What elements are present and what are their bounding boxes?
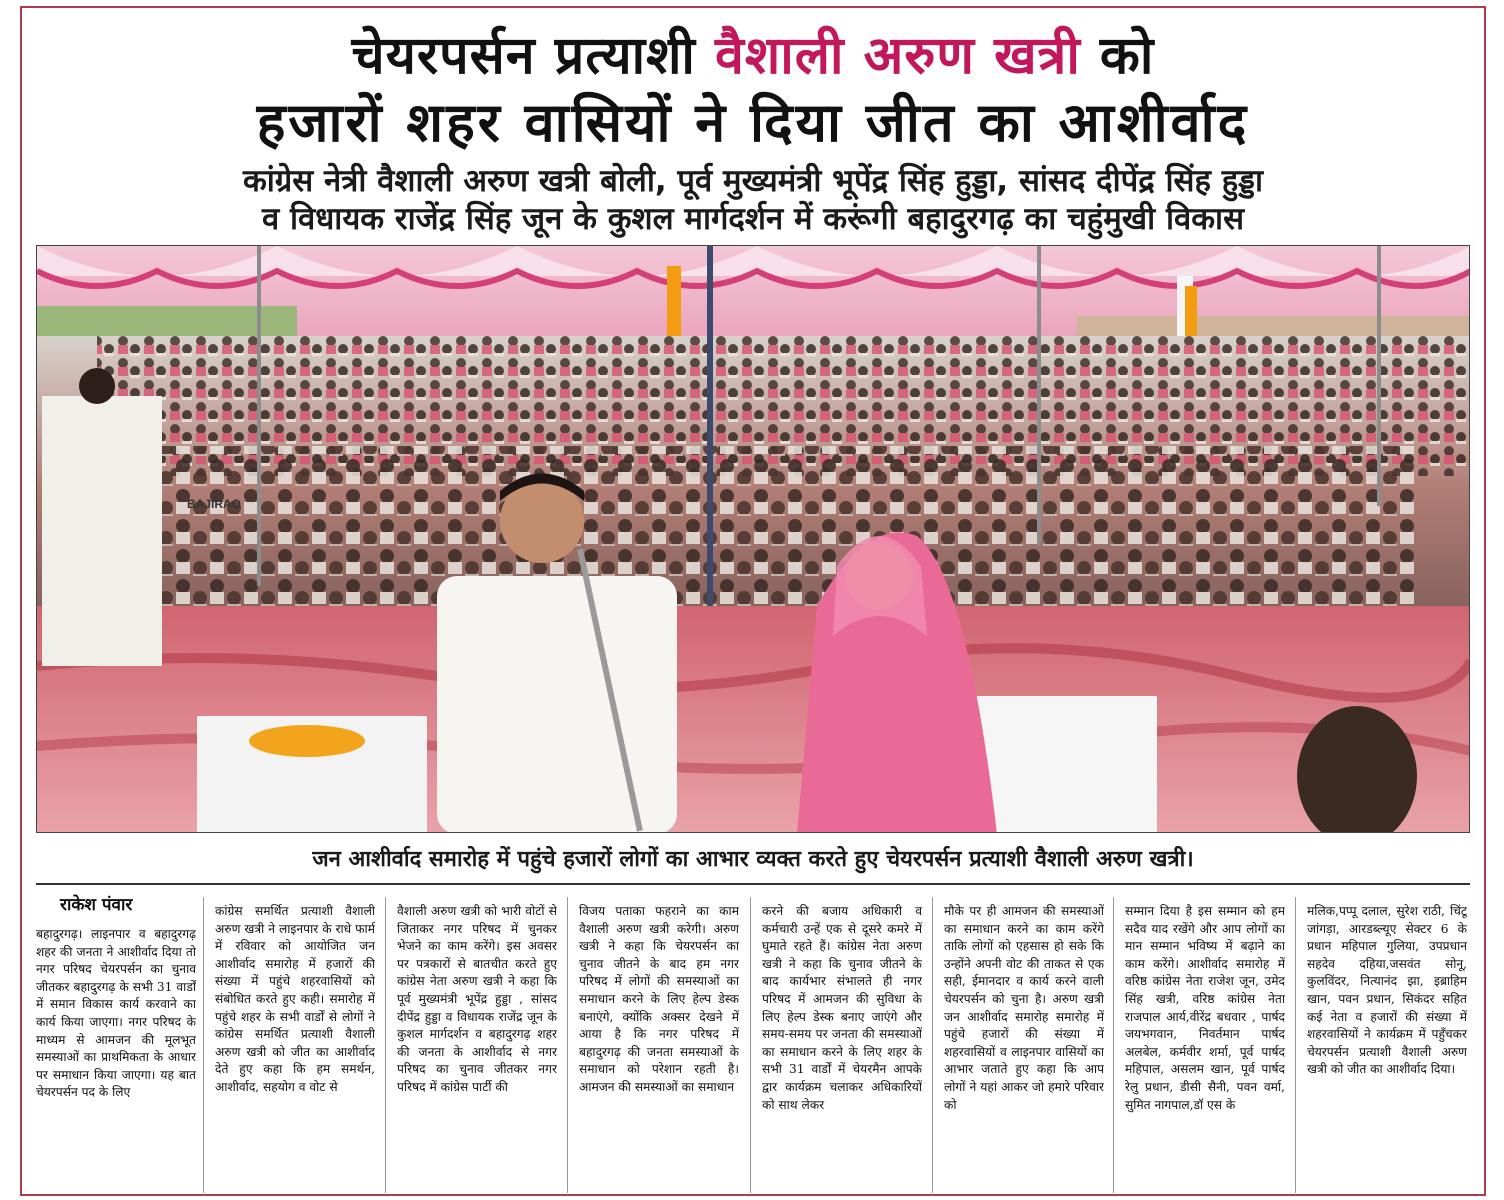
- column-divider: [750, 897, 751, 1193]
- column-divider: [1295, 897, 1296, 1193]
- article-column-8: मलिक,पप्पू दलाल, सुरेश राठी, चिंटू जांगड़ा, आरडब्ल्यूए सेक्टर 6 के प्रधान महिपाल गुलिया, उपप्रधान सहदेव दहिया,जसवंत सोनू, कुलविंदर, नित्यानंद झा, इब्राहिम खान, पवन प्रधान, सिकंदर सहित कई नेता व हजारों की संख्या में शहरवासियों ने कार्यक्रम में पहुँचकर चेयरपर्सन प्रत्याशी वैशाली अरुण खत्री को जीत का आशीर्वाद दिया।: [1307, 904, 1467, 1077]
- article-column-6: मौके पर ही आमजन की समस्याओं का समाधान करने का काम करेंगे ताकि लोगों को एहसास हो सके कि उन्होंने अपनी वोट की ताकत से एक सही, ईमानदार व कार्य करने वाली चेयरपर्सन को चुना है। अरुण खत्री जन आशीर्वाद समारोह समारोह में पहुंचे हजारों की संख्या में शहरवासियों व लाइनपार वासियों का आभार जताते हुए कहा कि आप लोगों ने यहां आकर जो हमारे परिवार को: [944, 904, 1104, 1112]
- article-column-1: बहादुरगढ़। लाइनपार व बहादुरगढ़ शहर की जनता ने आशीर्वाद दिया तो नगर परिषद चेयरपर्सन का चुनाव जीतकर बहादुरगढ़ के सभी 31 वार्डों में समान विकास कार्य करवाने का कार्य किया जाएगा। नगर परिषद के माध्यम से आमजन की मूलभूत समस्याओं का प्राथमिकता के आधार पर समाधान किया जाएगा। यह बात चेयरपर्सन पद के लिए: [36, 927, 196, 1100]
- column-divider: [567, 897, 568, 1193]
- headline-text-pre: चेयरपर्सन प्रत्याशी: [351, 26, 715, 86]
- headline-text-post: को: [1080, 26, 1155, 86]
- article-column-4: विजय पताका फहराने का काम वैशाली अरुण खत्री करेगी। अरुण खत्री ने कहा कि चेयरपर्सन का चुनाव जीतने के बाद हम नगर परिषद में लोगों की समस्याओं का समाधान करने के लिए हेल्प डेस्क बनाएंगे, क्योंकि अक्सर देखने में आया है कि नगर परिषद में बहादुरगढ़ की जनता समस्याओं के समाधान को परेशान रहती है। आमजन की समस्याओं का समाधान: [579, 904, 739, 1094]
- article-column-7: सम्मान दिया है इस सम्मान को हम सदैव याद रखेंगे और आप लोगों का मान सम्मान भविष्य में बढ़ाने का काम करेंगे। आशीर्वाद समारोह में वरिष्ठ कांग्रेस नेता राजेश जून, उमेद सिंह खत्री, वरिष्ठ कांग्रेस नेता राजपाल आर्य,वीरेंद्र बधवार , पार्षद जयभगवान, निवर्तमान पार्षद अलबेल, कर्मवीर शर्मा, पूर्व पार्षद महिपाल, असलम खान, पूर्व पार्षद रेलु प्रधान, डीसी सैनी, पवन वर्मा, सुमित नागपाल,डॉ एस के: [1125, 904, 1285, 1112]
- subheadline-line-1: कांग्रेस नेत्री वैशाली अरुण खत्री बोली, पूर्व मुख्यमंत्री भूपेंद्र सिंह हुड्डा, सांसद दीपेंद्र सिंह हुड्डा: [242, 163, 1264, 199]
- column-divider: [932, 897, 933, 1193]
- article-column-5: करने की बजाय अधिकारी व कर्मचारी उन्हें एक से दूसरे कमरे में घुमाते रहते हैं। कांग्रेस नेता अरुण खत्री ने कहा कि चुनाव जीतने के बाद कार्यभार संभालते ही नगर परिषद में आमजन की सुविधा के लिए हेल्प डेस्क बनाए जाएंगे और समय-समय पर जनता की समस्याओं का समाधान करने के लिए शहर के सभी 31 वार्डों में चेयरमैन आपके द्वार कार्यक्रम चलाकर अधिकारियों को साथ लेकर: [762, 904, 922, 1112]
- caption-rule: [36, 883, 1470, 885]
- subheadline-line-2: व विधायक राजेंद्र सिंह जून के कुशल मार्गदर्शन में करूंगी बहादुरगढ़ का चहुंमुखी विकास: [261, 201, 1245, 237]
- byline: राकेश पंवार: [60, 895, 133, 915]
- crowd-shirt-text: BAJIRAO: [187, 497, 242, 511]
- headline-candidate-name: वैशाली अरुण खत्री: [715, 26, 1081, 86]
- column-divider: [203, 897, 204, 1193]
- column-divider: [385, 897, 386, 1193]
- article-column-2: कांग्रेस समर्थित प्रत्याशी वैशाली अरुण खत्री ने लाइनपार के राधे फार्म में रविवार को आयोजित जन आशीर्वाद समारोह में हजारों की संख्या में पहुंचे शहरवासियों को संबोधित करते हुए कही। समारोह में पहुंचे शहर के सभी वार्डों से लोगों ने कांग्रेस समर्थित प्रत्याशी वैशाली अरुण खत्री को जीत का आशीर्वाद देते हुए कहा कि हम समर्थन, आशीर्वाद, सहयोग व वोट से: [215, 904, 375, 1094]
- headline-line-1: [30, 26, 1476, 86]
- article-column-3: वैशाली अरुण खत्री को भारी वोटों से जिताकर नगर परिषद में चुनकर भेजने का काम करेंगे। इस अवसर पर पत्रकारों से बातचीत करते हुए कांग्रेस नेता अरुण खत्री ने कहा कि पूर्व मुख्यमंत्री भूपेंद्र हुड्डा , सांसद दीपेंद्र हुड्डा व विधायक राजेंद्र जून के कुशल मार्गदर्शन व बहादुरगढ़ शहर की जनता के आशीर्वाद से नगर परिषद का चुनाव जीतकर नगर परिषद में कांग्रेस पार्टी की: [397, 904, 557, 1094]
- headline-line-2: हजारों शहर वासियों ने दिया जीत का आशीर्वाद: [256, 91, 1250, 154]
- column-divider: [1113, 897, 1114, 1193]
- photo-caption: जन आशीर्वाद समारोह में पहुंचे हजारों लोगों का आभार व्यक्त करते हुए चेयरपर्सन प्रत्याशी वैशाली अरुण खत्री।: [312, 847, 1194, 872]
- crowd-photo: [36, 245, 1470, 833]
